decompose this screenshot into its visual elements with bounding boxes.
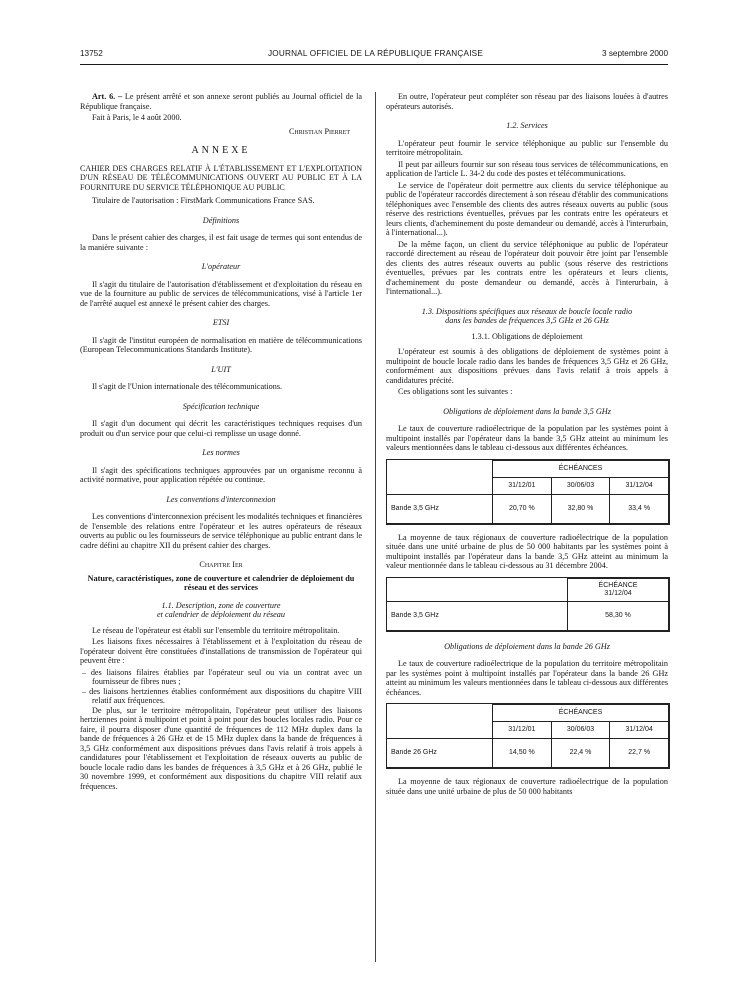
heading-uit: L'UIT (211, 364, 231, 374)
table-row (387, 739, 669, 768)
table-echeances-26 (386, 703, 670, 769)
signature: Christian Pierret (288, 126, 350, 136)
para-services-3: Le service de l'opérateur doit permettre aux clients du service téléphonique au public de l'opérateur raccordés directement à son réseau d'établir des communications téléphoniques avec l'ensemble des clients des autres réseaux ouverts au public (sous réserve des restrictions éventuelles, prévues par les contrats entre les opérateurs et leurs clients, d'acheminement du poste demandeur ou demandé, accès à l'interurbain, à l'international...). (386, 180, 668, 237)
article-label: Art. 6. – (92, 92, 123, 101)
table-header-label: ÉCHÉANCE (598, 581, 638, 589)
section-1-1-line1: 1.1. Description, zone de couverture (161, 600, 281, 610)
para-taux-26: Le taux de couverture radioélectrique de la population du territoire métropolitain par les systèmes point à multipoint installés par l'opérateur dans la bande 26 GHz atteint au minimum les valeurs mentionnées dans le tableau ci-dessous aux différentes échéances. (386, 659, 669, 697)
section-1-2: 1.2. Services (506, 121, 548, 130)
table-cell: 22,4 % (551, 739, 610, 768)
para-taux-3-5: Le taux de couverture radioélectrique de la population par les systèmes point à multipoint installés par l'opérateur dans la bande 3,5 GHz atteint au minimum les valeurs mentionnées dans le tableau ci-dessous aux différentes échéances. (386, 424, 668, 452)
table-date: 31/12/01 (493, 477, 552, 494)
cahier-title: CAHIER DES CHARGES RELATIF À L'ÉTABLISSEMENT ET L'EXPLOITATION D'UN RÉSEAU DE TÉLÉCOMMUNICATIONS OUVERT AU PUBLIC ET À LA FOURNITURE DU SERVICE TÉLÉPHONIQUE AU PUBLIC (80, 163, 362, 192)
annexe-title: ANNEXE (191, 145, 251, 156)
table-cell: 33,4 % (610, 494, 669, 523)
para-definitions: Dans le présent cahier des charges, il est fait usage de termes qui sont entendus de la manière suivante : (80, 233, 362, 252)
table-echeance-2004 (386, 577, 670, 632)
para-uit: Il s'agit de l'Union internationale des télécommunications. (92, 382, 283, 391)
left-column (80, 92, 362, 793)
para-de-plus: De plus, sur le territoire métropolitain, l'opérateur peut utiliser des liaisons hertziennes point à multipoint et point à point pour des boucles locales radio. Pour ce faire, il pourra disposer d'une quantité de fréquences de 112 MHz duplex dans la bande de fréquences à 26 GHz et de 15 MHz duplex dans la bande de fréquences à 3,5 GHz conformément aux dispositions prévues dans l'avis relatif à trois appels à candidatures pour l'établissement et l'exploitation de réseaux ouverts au public de boucle locale radio dans les bandes de fréquences à 3,5 GHz et à 26 GHz, publié le 30 novembre 1999, et conformément aux dispositions du chapitre VIII relatif aux fréquences. (80, 705, 362, 791)
table-date: 31/12/04 (610, 477, 669, 494)
table-cell: 22,7 % (610, 739, 669, 768)
list-item: – des liaisons hertziennes établies conformément aux dispositions du chapitre VIII relatif aux fréquences. (82, 686, 362, 705)
heading-deploiement-26: Obligations de déploiement dans la bande 26 GHz (444, 641, 610, 651)
table-echeances-3-5 (386, 459, 670, 525)
table-corner (387, 460, 493, 494)
section-1-3-line2: dans les bandes de fréquences 3,5 GHz et 26 GHz (445, 316, 609, 325)
column-divider (375, 92, 376, 962)
right-column (386, 92, 668, 798)
table-header: ÉCHÉANCES (493, 705, 669, 722)
para-ces-obligations: Ces obligations sont les suivantes : (398, 387, 513, 396)
table-row-label: Bande 3,5 GHz (387, 601, 568, 630)
table-row-label: Bande 3,5 GHz (387, 494, 493, 523)
heading-specification: Spécification technique (182, 401, 260, 411)
titulaire: Titulaire de l'autorisation : FirstMark Communications France SAS. (92, 196, 315, 205)
header-rule (80, 64, 668, 65)
para-normes: Il s'agit des spécifications techniques approuvées par un organisme reconnu à activité normative, pour application répétée ou continue. (80, 465, 362, 484)
table-date: 30/06/03 (551, 477, 610, 494)
heading-definitions: Définitions (202, 215, 240, 225)
para-liaisons: Les liaisons fixes nécessaires à l'établissement et à l'exploitation du réseau de l'opérateur doivent être constituées d'installations de transmission de l'opérateur qui peuvent être : (80, 637, 362, 665)
issue-date: 3 septembre 2000 (602, 49, 668, 58)
article-6 (80, 92, 362, 111)
table-cell: 14,50 % (493, 739, 552, 768)
para-services-1: L'opérateur peut fournir le service téléphonique au public sur l'ensemble du territoire métropolitain. (386, 138, 668, 157)
heading-etsi: ETSI (212, 318, 230, 327)
table-corner (387, 705, 493, 739)
page-header (0, 49, 751, 63)
chapter-title: Nature, caractéristiques, zone de couverture et calendrier de déploiement du réseau et des services (87, 573, 355, 592)
heading-conventions: Les conventions d'interconnexion (166, 494, 276, 504)
table-date: 31/12/01 (493, 722, 552, 739)
table-date: 30/06/03 (551, 722, 610, 739)
para-services-2: Il peut par ailleurs fournir sur son réseau tous services de télécommunications, en application de l'article L. 34-2 du code des postes et télécommunications. (386, 159, 668, 178)
para-moyenne-26: La moyenne de taux régionaux de couverture radioélectrique de la population située dans une unité urbaine de plus de 50 000 habitants (386, 777, 668, 796)
table-date: 31/12/04 (604, 589, 632, 597)
table-cell: 58,30 % (568, 601, 669, 630)
heading-deploiement-3-5: Obligations de déploiement dans la bande 3,5 GHz (443, 406, 611, 416)
table-cell: 20,70 % (493, 494, 552, 523)
para-services-4: De la même façon, un client du service téléphonique au public de l'opérateur raccordé directement au réseau de l'opérateur doit pouvoir être joint par l'ensemble des clients des autres réseaux ouverts au public (sous réserve des restrictions éventuelles, prévues par les contrats entre les opérateurs et leurs clients, d'acheminement du poste demandeur ou demandé, accès à l'interurbain, à l'international...). (386, 239, 668, 296)
heading-normes: Les normes (202, 448, 240, 457)
para-conventions: Les conventions d'interconnexion précisent les modalités techniques et financières de l'ensemble des relations entre l'opérateur et les autres opérateurs de réseaux ouverts au public ou les fournisseurs de service téléphonique au public entrant dans le cadre défini au chapitre XII du présent cahier des charges. (80, 512, 362, 550)
table-row (387, 601, 669, 630)
para-moyenne-3-5: La moyenne de taux régionaux de couverture radioélectrique de la population située dans une unité urbaine de plus de 50 000 habitants par les systèmes point à multipoint installés par l'opérateur dans la bande 3,5 GHz atteint au minimum la valeur mentionnée dans le tableau ci-dessous au 31 décembre 2004. (386, 532, 668, 570)
para-reseau: Le réseau de l'opérateur est établi sur l'ensemble du territoire métropolitain. (92, 625, 340, 635)
table-date: 31/12/04 (610, 722, 669, 739)
table-header (568, 578, 669, 601)
para-obligations: L'opérateur est soumis à des obligations de déploiement de systèmes point à multipoint de boucle locale radio dans les bandes de fréquences 3,5 GHz et 26 GHz, conformément aux dispositions prévues dans l'avis relatif à trois appels à candidatures précité. (386, 347, 668, 385)
para-etsi: Il s'agit de l'institut européen de normalisation en matière de télécommunications (European Telecommunications Standards Institute). (80, 335, 362, 354)
para-specification: Il s'agit d'un document qui décrit les caractéristiques techniques requises d'un produit ou d'un service pour que celui-ci remplisse un usage donné. (80, 419, 362, 438)
table-corner (387, 578, 568, 601)
para-operateur: Il s'agit du titulaire de l'autorisation d'établissement et d'exploitation du réseau en vue de la fourniture au public de services de télécommunications, visé à l'article 1er de l'arrêté auquel est annexé le présent cahier des charges. (80, 279, 362, 308)
table-header: ÉCHÉANCES (493, 460, 669, 477)
heading-operateur: L'opérateur (201, 262, 241, 271)
page-number: 13752 (80, 49, 103, 58)
section-1-3-line1: 1.3. Dispositions spécifiques aux réseaux de boucle locale radio (421, 306, 633, 316)
fait-a-paris: Fait à Paris, le 4 août 2000. (92, 113, 182, 122)
table-row-label: Bande 26 GHz (387, 739, 493, 768)
article-text: Le présent arrêté et son annexe seront publiés au Journal officiel de la République française. (80, 92, 363, 111)
chapter-label: Chapitre Ier (199, 560, 243, 569)
section-1-1-line2: et calendrier de déploiement du réseau (156, 610, 285, 619)
table-cell: 32,80 % (551, 494, 610, 523)
journal-title: JOURNAL OFFICIEL DE LA RÉPUBLIQUE FRANÇAISE (267, 49, 483, 58)
table-row (387, 494, 669, 523)
para-en-outre: En outre, l'opérateur peut compléter son réseau par des liaisons louées à d'autres opérateurs autorisés. (386, 92, 668, 111)
section-1-3-1: 1.3.1. Obligations de déploiement (471, 331, 583, 341)
list-item: – des liaisons filaires établies par l'opérateur seul ou via un contrat avec un fournisseur de fibres nues ; (82, 667, 362, 686)
